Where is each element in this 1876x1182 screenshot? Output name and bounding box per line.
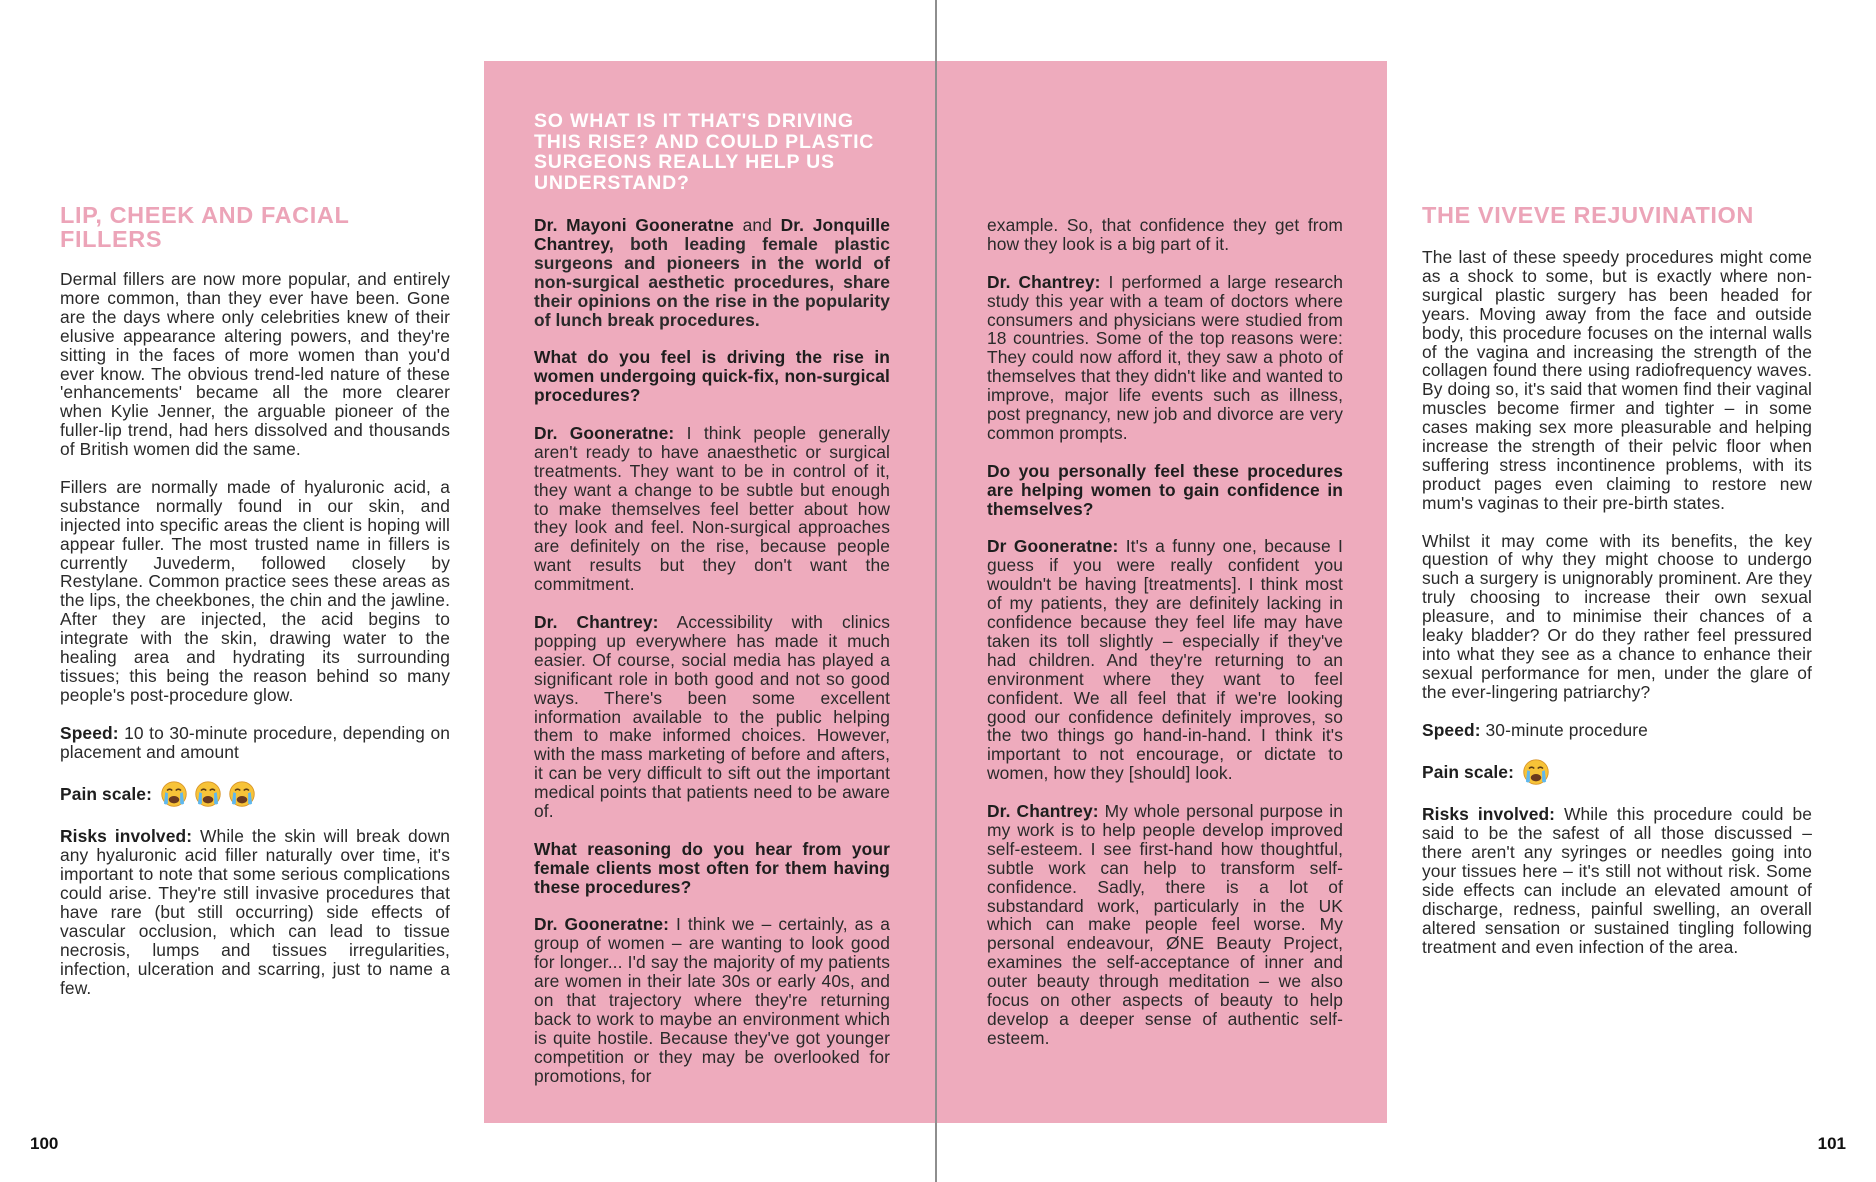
answer-3 — [534, 915, 890, 1085]
crying-face-icon — [1522, 758, 1550, 786]
viveve-pain-scale — [1422, 758, 1812, 786]
fillers-column — [60, 270, 450, 1016]
pain-label: Pain scale: — [60, 783, 152, 804]
interview-intro — [534, 216, 890, 329]
answer-4 — [987, 273, 1343, 443]
intro-name-1: Dr. Mayoni Gooneratne — [534, 215, 734, 235]
viveve-risks — [1422, 805, 1812, 956]
answer-3-text: I think we – certainly, as a group of women – are wanting to look good for longer... I'd say the majority of my patients are women in their late 30s or early 40s, and on that trajectory where they're returning back to work to maybe an environment which is quite hostile. Because they've got younger competition or they may be overlooked for promotions, for — [534, 914, 890, 1086]
fillers-paragraph-1: Dermal fillers are now more popular, and entirely more common, than they ever have been. Gone are the days where only celebrities knew of their elusive appearance altering powers, and they're sitting in the faces of more women than you'd ever know. The obvious trend-led nature of these 'enhancements' became all the more clearer when Kylie Jenner, the arguable pioneer of the fuller-lip trend, had hers dissolved and thousands of British women did the same. — [60, 269, 450, 460]
viveve-heading: THE VIVEVE REJUVINATION — [1422, 202, 1754, 228]
speed-text: 30-minute procedure — [1480, 719, 1648, 740]
risks-label: Risks involved: — [60, 826, 193, 847]
answer-1-text: I think people generally aren't ready to have anaesthetic or surgical treatments. They want to be in control of it, they want a change to be subtle but enough to make themselves feel better about how they look and feel. Non-surgical approaches are definitely on the rise, because people want results but they don't want the commitment. — [534, 422, 890, 595]
viveve-column — [1422, 248, 1812, 975]
answer-2-text: Accessibility with clinics popping up everywhere has made it much easier. Of course, social media has played a significant role in both good and not so good ways. There's been some excellent information available to the public helping them to make informed choices. However, with the mass marketing of before and afters, it can be very difficult to sift out the important medical points that patients need to be aware of. — [534, 611, 890, 822]
intro-name-2: Dr. Jonquille Chantrey — [534, 215, 890, 254]
risks-text: While the skin will break down any hyaluronic acid filler naturally over time, it's important to note that some serious complications could arise. They're still invasive procedures that have rare (but still occurring) side effects of vascular occlusion, which can lead to tissue necrosis, lumps and tissues irregularities, infection, ulceration and scarring, just to name a few. — [60, 826, 451, 998]
answer-3-speaker: Dr. Gooneratne: — [534, 914, 669, 935]
answer-6-speaker: Dr. Chantrey: — [987, 801, 1099, 822]
speed-label: Speed: — [60, 722, 119, 743]
interview-column-1 — [534, 216, 890, 1105]
pain-faces — [1522, 758, 1556, 786]
risks-text: While this procedure could be said to be the safest of all those discussed – there aren't any syringes or needles going into your tissues here – it's still not without risk. Some side effects can include an elevated amount of discharge, redness, painful swelling, an overall altered sensation or sustained tingling following treatment and even infection of the area. — [1422, 804, 1812, 957]
viveve-paragraph-1: The last of these speedy procedures might come as a shock to some, but is exactly where non-surgical plastic surgery has been headed for years. Moving away from the face and outside body, this procedure focuses on the internal walls of the vagina and increasing the strength of the collagen found there using radiofrequency waves. By doing so, it's said that women find their vaginal muscles become firmer and tighter – in some cases making sex more pleasurable and helping increase the strength of their pelvic floor when suffering stress incontinence problems, with its product pages even claiming to restore new mum's vaginas to their pre-birth states. — [1422, 247, 1812, 513]
fillers-risks — [60, 827, 450, 997]
pain-faces — [160, 780, 262, 808]
crying-face-icon — [228, 780, 256, 808]
page-number-left: 100 — [30, 1134, 59, 1153]
page-spine-divider — [935, 0, 937, 1182]
answer-4-text: I performed a large research study this year with a team of doctors where consumers and physicians were studied from 18 countries. Some of the top reasons were: They could now afford it, they saw a photo of themselves that they didn't like and wanted to improve, major life events such as illness, post pregnancy, new job and divorce are very common prompts. — [987, 271, 1343, 443]
answer-1 — [534, 424, 890, 594]
answer-6 — [987, 802, 1343, 1048]
interview-column-2 — [987, 216, 1343, 1067]
fillers-pain-scale — [60, 780, 450, 808]
fillers-speed — [60, 724, 450, 762]
question-2: What reasoning do you hear from your female clients most often for them having these procedures? — [534, 838, 890, 897]
intro-and: and — [733, 215, 781, 235]
viveve-speed — [1422, 721, 1812, 740]
answer-5-speaker: Dr Gooneratne: — [987, 536, 1119, 557]
viveve-paragraph-2: Whilst it may come with its benefits, the key question of why they might choose to undergo such a surgery is unignorably prominent. Are they truly choosing to increase their own sexual pleasure, and to minimise their chances of a leaky bladder? Or do they rather feel pressured into what they see as a chance to enhance their sexual performance for men, under the glare of the ever-lingering patriarchy? — [1422, 530, 1812, 702]
intro-rest: , both leading female plastic surgeons and pioneers in the world of non-surgical aesthetic procedures, share their opinions on the rise in the popularity of lunch break procedures. — [534, 233, 890, 330]
answer-3-continued: example. So, that confidence they get from how they look is a big part of it. — [987, 215, 1343, 254]
answer-4-speaker: Dr. Chantrey: — [987, 271, 1101, 292]
fillers-heading: LIP, CHEEK AND FACIAL FILLERS — [60, 202, 349, 252]
answer-6-text: My whole personal purpose in my work is to help people develop improved self-esteem. I see first-hand how thoughtful, subtle work can help to transform self-confidence. Sadly, there is a lot of substandard work, particularly in the UK which can make people feel worse. My personal endeavour, ØNE Beauty Project, examines the self-acceptance of inner and outer beauty through meditation – we also focus on other aspects of beauty to help develop a deeper sense of authentic self-esteem. — [987, 801, 1343, 1048]
question-3: Do you personally feel these procedures are helping women to gain confidence in themselves? — [987, 460, 1343, 519]
risks-label: Risks involved: — [1422, 804, 1556, 825]
speed-label: Speed: — [1422, 719, 1481, 740]
crying-face-icon — [194, 780, 222, 808]
answer-2-speaker: Dr. Chantrey: — [534, 611, 659, 632]
answer-2 — [534, 613, 890, 821]
answer-5-text: It's a funny one, because I guess if you were really confident you wouldn't be having [treatments]. I think most of my patients, they are definitely lacking in confidence because they feel life may have taken its toll slightly – especially if they've had children. And they're returning to an environment where they want to feel confident. We all feel that if we're looking good our confidence definitely improves, so the two things go hand-in-hand. I think it's important to not encourage, or dictate to women, how they [should] look. — [987, 536, 1343, 784]
page-number-right: 101 — [1817, 1134, 1846, 1153]
interview-heading: SO WHAT IS IT THAT'S DRIVING THIS RISE? AND COULD PLASTIC SURGEONS REALLY HELP US UNDERSTAND? — [534, 110, 875, 194]
fillers-paragraph-2: Fillers are normally made of hyaluronic acid, a substance normally found in our skin, and injected into specific areas the client is hoping will appear fuller. The most trusted name in fillers is currently Juvederm, followed closely by Restylane. Common practice sees these areas as the lips, the cheekbones, the chin and the jawline. After they are injected, the acid begins to integrate with the skin, drawing water to the healing area and hydrating its surrounding tissues; this being the reason behind so many people's post-procedure glow. — [60, 476, 450, 705]
answer-1-speaker: Dr. Gooneratne: — [534, 422, 675, 443]
speed-text: 10 to 30-minute procedure, depending on placement and amount — [60, 722, 450, 762]
crying-face-icon — [160, 780, 188, 808]
answer-5 — [987, 537, 1343, 783]
question-1: What do you feel is driving the rise in women undergoing quick-fix, non-surgical procedures? — [534, 347, 890, 406]
pain-label: Pain scale: — [1422, 761, 1514, 782]
